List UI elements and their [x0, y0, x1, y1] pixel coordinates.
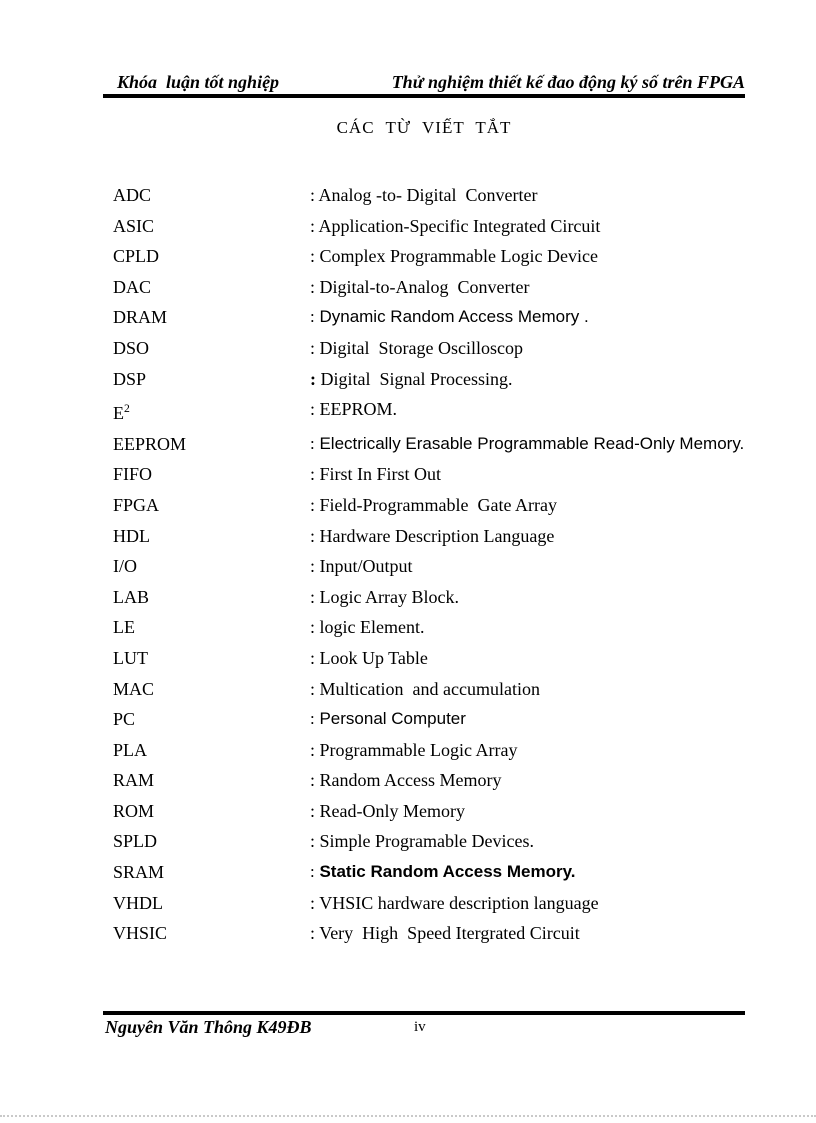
- abbreviation-term: LE: [113, 617, 135, 638]
- header-rule: [103, 94, 745, 98]
- footer-author: Nguyên Văn Thông K49ĐB: [105, 1017, 312, 1037]
- abbreviation-term: FIFO: [113, 464, 153, 485]
- footer-rule: [103, 1011, 745, 1015]
- abbreviation-term: SPLD: [113, 831, 158, 852]
- abbreviation-term: DSO: [113, 337, 150, 358]
- abbreviation-definition: : Hardware Description Language: [310, 525, 555, 546]
- page-title: CÁC TỪ VIẾT TẮT: [336, 118, 512, 137]
- abbreviation-row: [113, 674, 745, 705]
- page-header: [103, 72, 745, 93]
- abbreviation-definition: : First In First Out: [310, 464, 442, 485]
- abbreviation-row: [113, 364, 745, 395]
- abbreviation-row: [113, 459, 745, 490]
- abbreviation-row: [113, 521, 745, 552]
- abbreviation-term: FPGA: [113, 494, 160, 515]
- abbreviation-term: PC: [113, 709, 136, 730]
- abbreviation-row: [113, 857, 745, 888]
- abbreviation-term: DRAM: [113, 307, 168, 328]
- abbreviation-row: [113, 704, 745, 735]
- abbreviation-definition: : Look Up Table: [310, 647, 428, 668]
- abbreviation-row: [113, 241, 745, 272]
- abbreviation-term: DAC: [113, 276, 152, 297]
- page-bottom-dotted-line: [0, 1115, 816, 1117]
- abbreviation-row: [113, 643, 745, 674]
- abbreviation-row: [113, 796, 745, 827]
- abbreviation-term: CPLD: [113, 246, 160, 267]
- abbreviation-definition: : Static Random Access Memory.: [310, 862, 576, 882]
- abbreviation-definition: : Digital-to-Analog Converter: [310, 276, 530, 297]
- abbreviation-row: [113, 302, 745, 333]
- abbreviation-term: SRAM: [113, 862, 165, 883]
- abbreviation-definition: : Very High Speed Itergrated Circuit: [310, 923, 580, 944]
- abbreviation-definition: : Logic Array Block.: [310, 586, 459, 607]
- abbreviation-definition: : VHSIC hardware description language: [310, 892, 599, 913]
- abbreviation-term: I/O: [113, 556, 137, 577]
- abbreviation-term: RAM: [113, 770, 155, 791]
- footer-page-number: iv: [414, 1019, 426, 1035]
- abbreviation-term: LUT: [113, 647, 148, 668]
- abbreviation-row: [113, 765, 745, 796]
- abbreviation-term: DSP: [113, 368, 147, 389]
- abbreviation-list: [113, 180, 745, 949]
- abbreviation-row: [113, 272, 745, 303]
- abbreviation-definition: : Dynamic Random Access Memory .: [310, 307, 589, 327]
- abbreviation-term: VHDL: [113, 892, 163, 913]
- abbreviation-term: LAB: [113, 586, 149, 607]
- abbreviation-definition: : Field-Programmable Gate Array: [310, 494, 557, 515]
- abbreviation-row: [113, 180, 745, 211]
- abbreviation-row: [113, 826, 745, 857]
- abbreviation-definition: : Digital Signal Processing.: [310, 368, 513, 389]
- abbreviation-row: [113, 735, 745, 766]
- abbreviation-term: ASIC: [113, 215, 155, 236]
- abbreviation-row: [113, 429, 745, 460]
- abbreviation-term: EEPROM: [113, 433, 187, 454]
- abbreviation-row: [113, 612, 745, 643]
- abbreviation-definition: : Application-Specific Integrated Circuit: [310, 215, 601, 236]
- abbreviation-definition: : Digital Storage Oscilloscop: [310, 337, 523, 358]
- abbreviation-row: [113, 888, 745, 919]
- abbreviation-definition: : EEPROM.: [310, 399, 398, 420]
- abbreviation-term: ADC: [113, 185, 152, 205]
- abbreviation-row: [113, 490, 745, 521]
- abbreviation-row: [113, 582, 745, 613]
- abbreviation-row: [113, 551, 745, 582]
- abbreviation-definition: : Personal Computer: [310, 709, 466, 729]
- abbreviation-row: [113, 333, 745, 364]
- abbreviation-term: VHSIC: [113, 923, 168, 944]
- abbreviation-definition: : Simple Programable Devices.: [310, 831, 534, 852]
- abbreviation-term: HDL: [113, 525, 150, 546]
- abbreviation-definition: : Multication and accumulation: [310, 678, 540, 699]
- abbreviation-definition: : Electrically Erasable Programmable Read-Only Memory.: [310, 433, 745, 453]
- abbreviation-definition: : Read-Only Memory: [310, 800, 465, 821]
- abbreviation-definition: : Random Access Memory: [310, 770, 502, 791]
- abbreviation-row: [113, 918, 745, 949]
- abbreviation-definition: : Input/Output: [310, 556, 413, 577]
- abbreviation-definition: : Complex Programmable Logic Device: [310, 246, 598, 267]
- abbreviation-term: ROM: [113, 800, 155, 821]
- abbreviation-definition: : Programmable Logic Array: [310, 739, 518, 760]
- abbreviation-term: PLA: [113, 739, 148, 760]
- abbreviation-row: [113, 211, 745, 242]
- header-right-text: Thử nghiệm thiết kế đao động ký số trên FPGA: [391, 72, 745, 92]
- abbreviation-term: $E^2$: [113, 402, 130, 424]
- abbreviation-definition: : logic Element.: [310, 617, 425, 638]
- abbreviation-row: [113, 394, 745, 429]
- header-left-text: Khóa luận tốt nghiệp: [117, 72, 280, 92]
- abbreviation-definition: : Analog -to- Digital Converter: [310, 185, 538, 205]
- abbreviation-term: MAC: [113, 678, 155, 699]
